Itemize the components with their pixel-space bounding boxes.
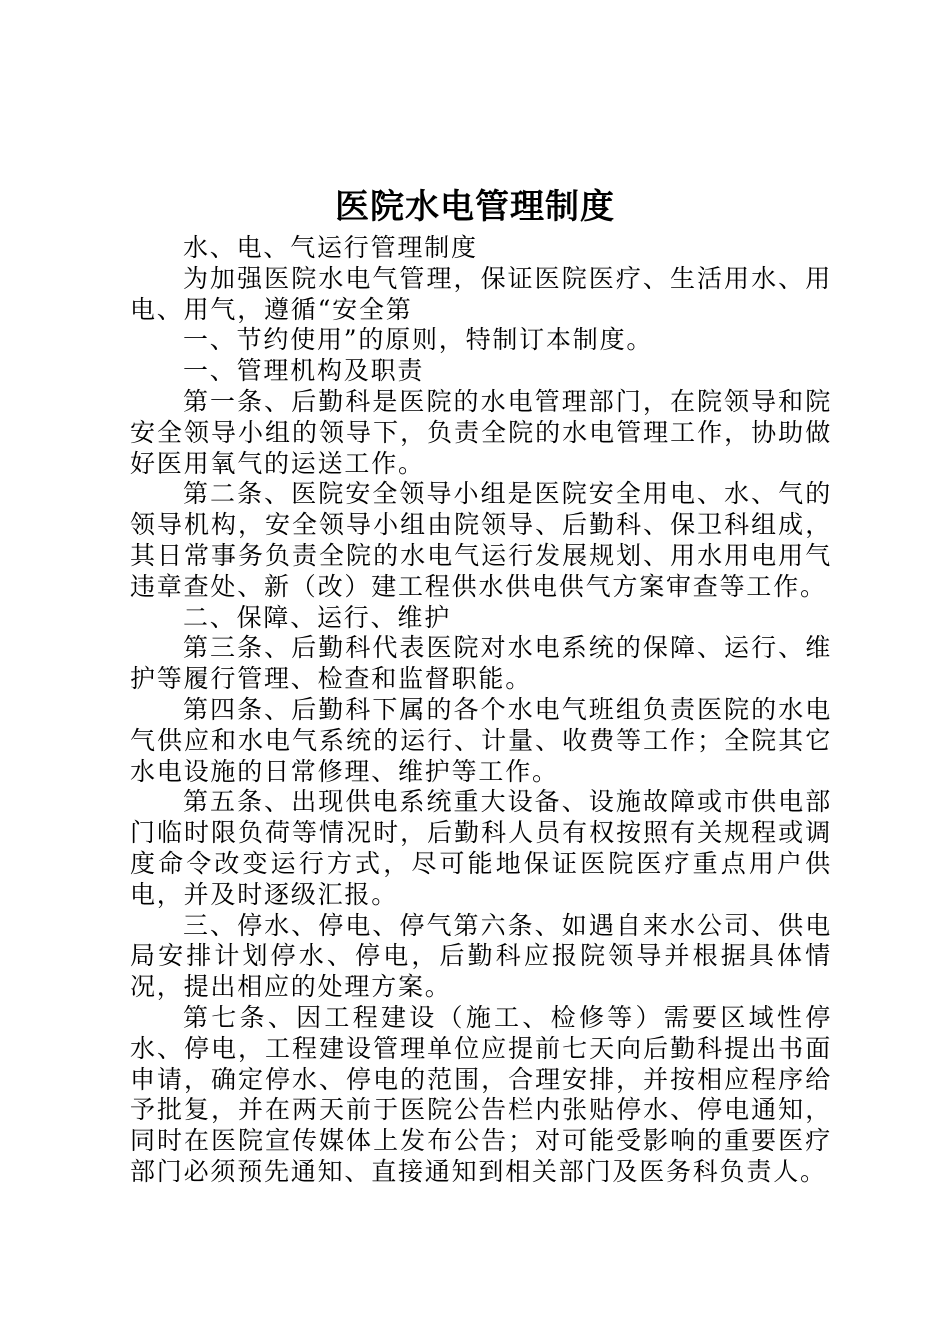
article-1: 第一条、后勤科是医院的水电管理部门，在院领导和院安全领导小组的领导下，负责全院的水电管理工作，协助做好医用氧气的运送工作。 — [130, 386, 832, 478]
article-3: 第三条、后勤科代表医院对水电系统的保障、运行、维护等履行管理、检查和监督职能。 — [130, 633, 832, 694]
paragraph-intro-continued: 一、节约使用”的原则，特制订本制度。 — [183, 325, 654, 355]
article-2: 第二条、医院安全领导小组是医院安全用电、水、气的领导机构，安全领导小组由院领导、后勤科、保卫科组成，其日常事务负责全院的水电气运行发展规划、用水用电用气违章查处、新（改）建工程供水供电供气方案审查等工作。 — [130, 479, 832, 601]
document-title: 医院水电管理制度 — [335, 187, 615, 227]
paragraph-intro: 为加强医院水电气管理，保证医院医疗、生活用水、用电、用气，遵循“安全第 — [130, 263, 832, 324]
article-4: 第四条、后勤科下属的各个水电气班组负责医院的水电气供应和水电气系统的运行、计量、收费等工作；全院其它水电设施的日常修理、维护等工作。 — [130, 694, 832, 786]
article-5: 第五条、出现供电系统重大设备、设施故障或市供电部门临时限负荷等情况时，后勤科人员有权按照有关规程或调度命令改变运行方式，尽可能地保证医院医疗重点用户供电，并及时逐级汇报。 — [130, 787, 832, 909]
document-body — [130, 233, 832, 1188]
section-3-article-6: 三、停水、停电、停气第六条、如遇自来水公司、供电局安排计划停水、停电，后勤科应报院领导并根据具体情况，提出相应的处理方案。 — [130, 910, 832, 1002]
article-7: 第七条、因工程建设（施工、检修等）需要区域性停水、停电，工程建设管理单位应提前七天向后勤科提出书面申请，确定停水、停电的范围，合理安排，并按相应程序给予批复，并在两天前于医院公告栏内张贴停水、停电通知，同时在医院宣传媒体上发布公告；对可能受影响的重要医疗部门必须预先通知、直接通知到相关部门及医务科负责人。 — [130, 1002, 832, 1186]
section-heading-2: 二、保障、运行、维护 — [183, 602, 452, 632]
section-heading-1: 一、管理机构及职责 — [183, 356, 425, 386]
paragraph-heading-regulation: 水、电、气运行管理制度 — [183, 233, 478, 262]
